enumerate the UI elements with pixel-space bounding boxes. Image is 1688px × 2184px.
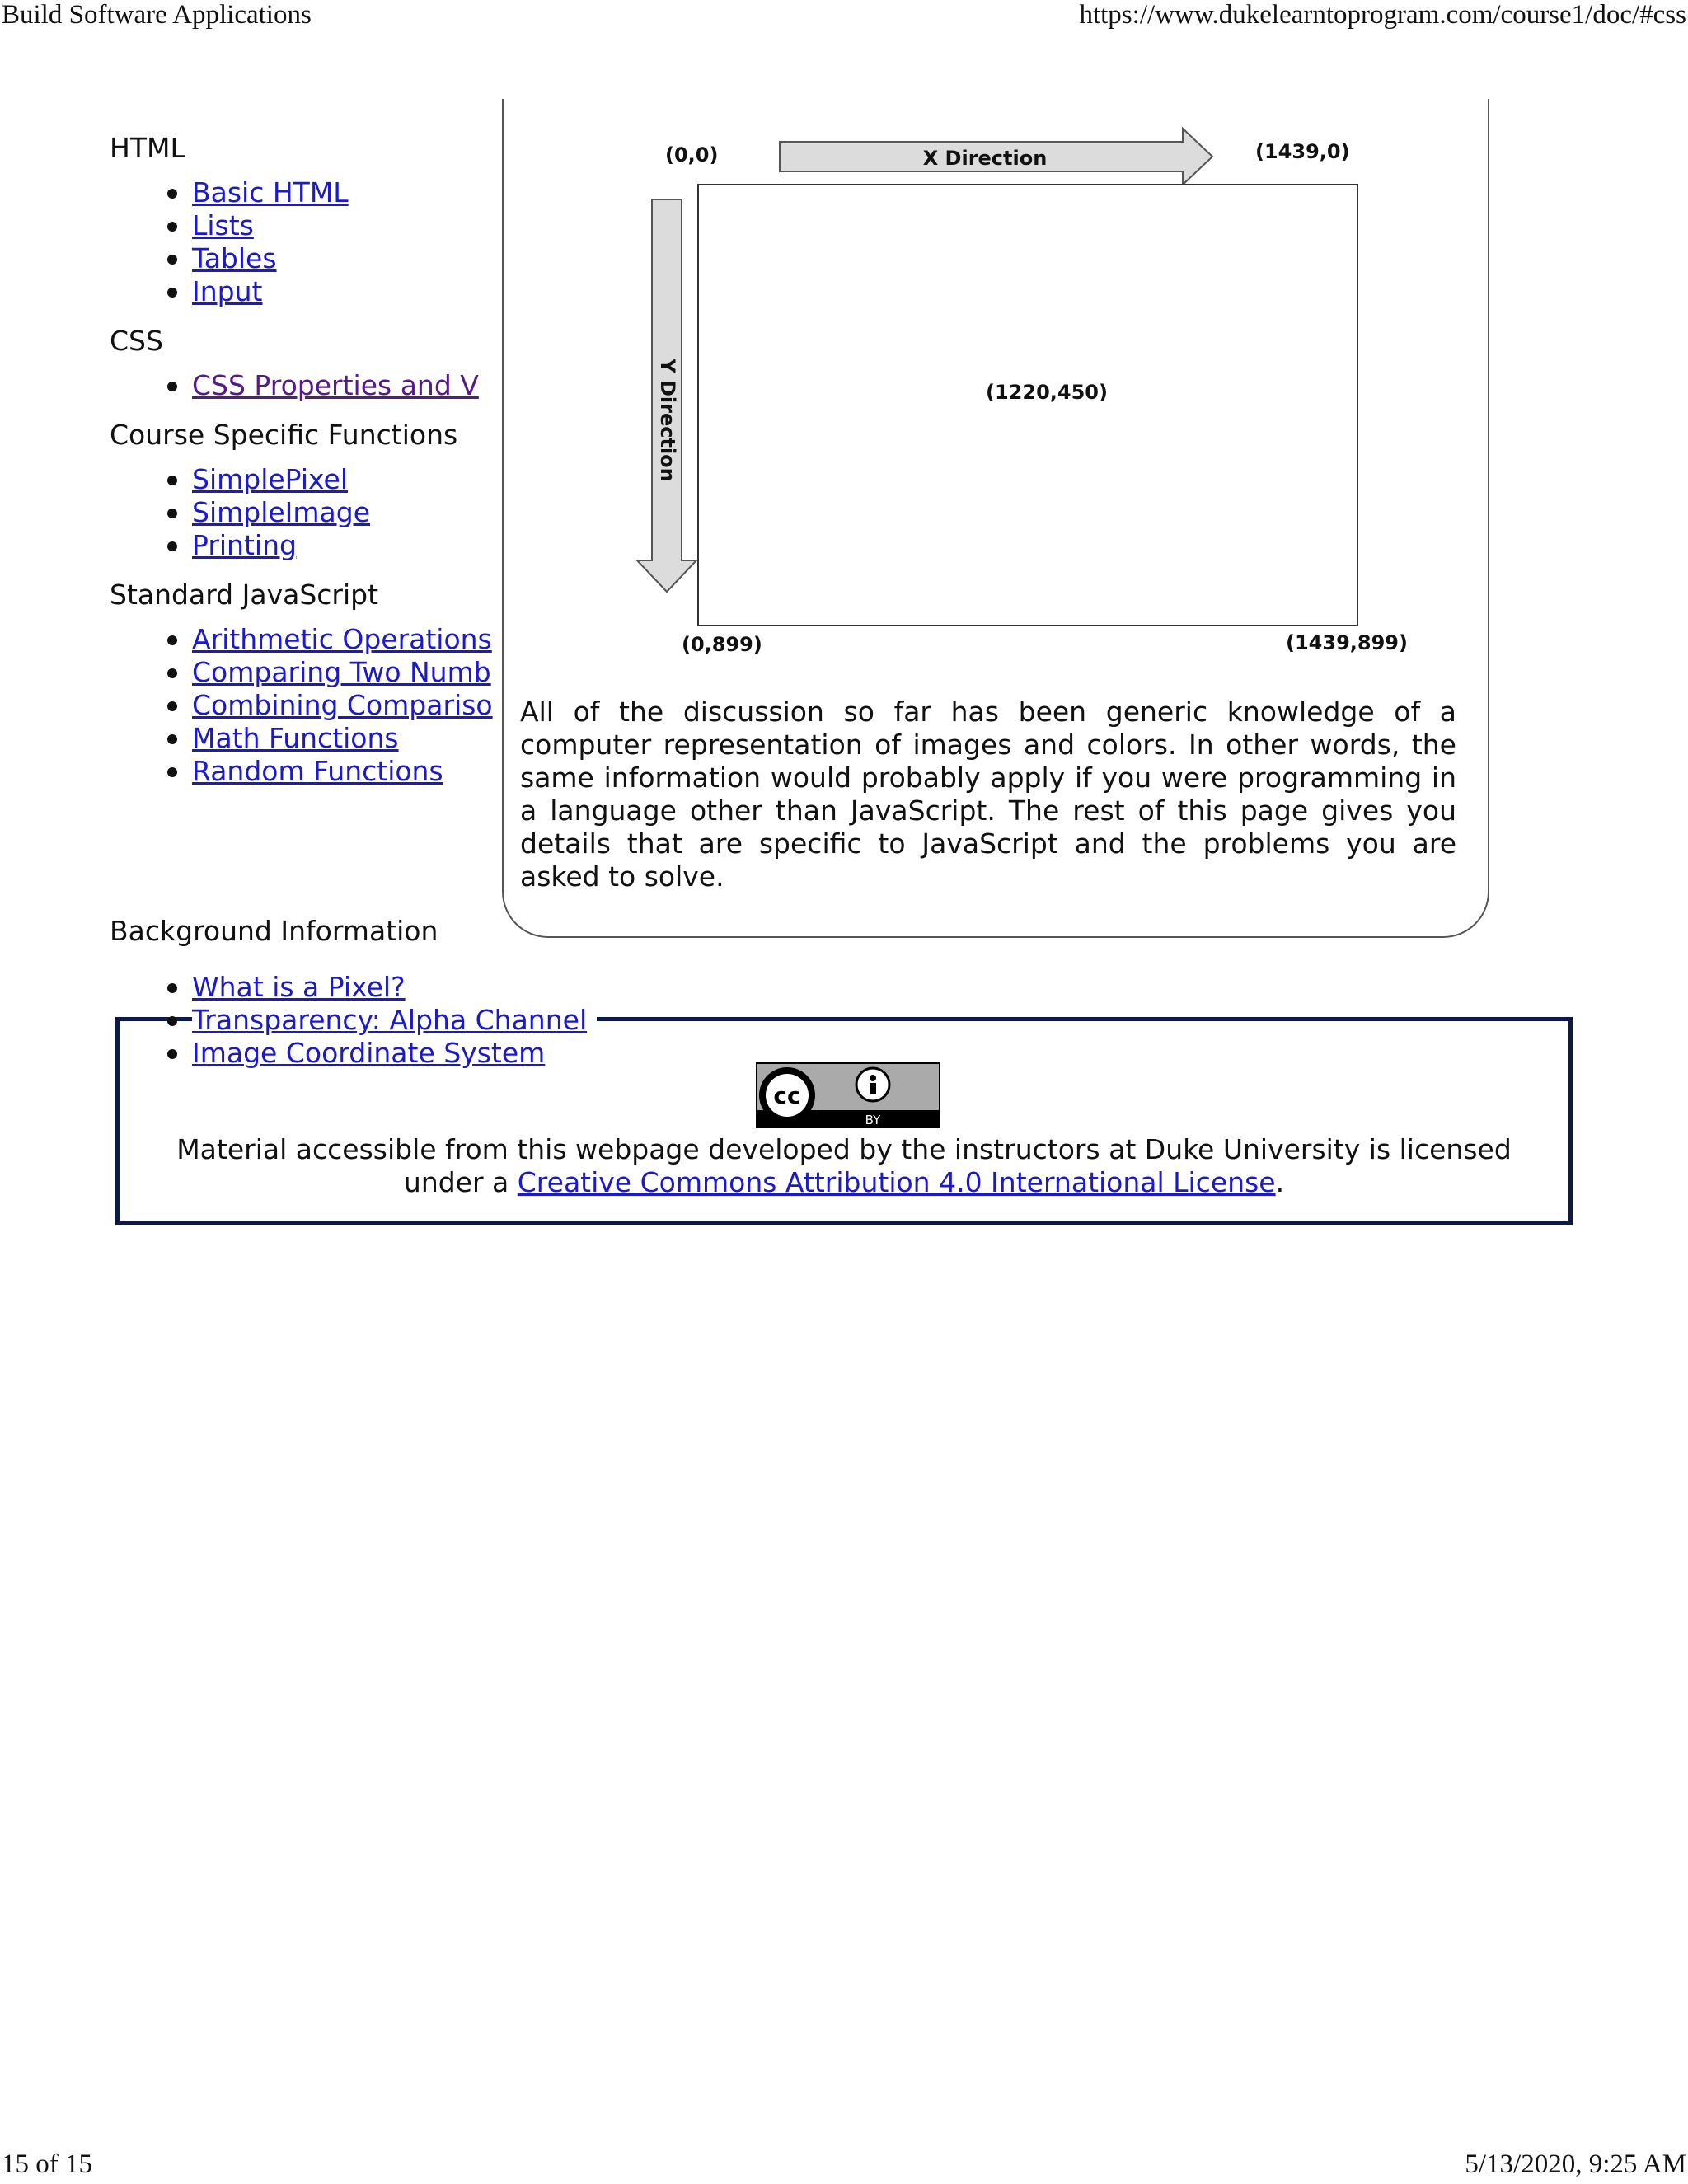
- by-person-head: [870, 1075, 876, 1081]
- coord-center: (1220,450): [986, 381, 1108, 404]
- sidebar-list-css: [110, 369, 481, 402]
- list-item: [192, 1004, 597, 1037]
- sidebar-list-course-functions: [110, 463, 481, 562]
- image-frame: [698, 185, 1357, 626]
- cc-letters: cc: [773, 1082, 801, 1109]
- sidebar-heading-html: HTML: [110, 132, 185, 164]
- coord-bottom-right: (1439,899): [1286, 631, 1408, 654]
- sidebar-heading-background: Background Information: [110, 915, 438, 947]
- sidebar-link-tables[interactable]: Tables: [192, 242, 277, 274]
- content-card: [502, 99, 1489, 938]
- print-page-title: Build Software Applications: [2, 0, 312, 30]
- sidebar-link-simplepixel[interactable]: SimplePixel: [192, 463, 349, 495]
- coord-top-left: (0,0): [665, 143, 719, 166]
- list-item: [192, 496, 481, 529]
- list-item: [192, 971, 415, 1004]
- sidebar-link-lists[interactable]: Lists: [192, 209, 254, 241]
- list-item: [192, 722, 481, 755]
- x-direction-label: X Direction: [922, 147, 1048, 170]
- license-text: [152, 1133, 1536, 1199]
- sidebar-list-background: [110, 971, 604, 1070]
- license-text-suffix: .: [1275, 1166, 1285, 1198]
- sidebar-link-css-properties[interactable]: CSS Properties and V: [192, 369, 479, 401]
- print-page-url: https://www.dukelearntoprogram.com/course1/doc/#css: [1079, 0, 1686, 30]
- license-link[interactable]: Creative Commons Attribution 4.0 International License: [517, 1166, 1276, 1198]
- print-datetime: 5/13/2020, 9:25 AM: [1465, 2149, 1686, 2179]
- coord-bottom-left: (0,899): [682, 633, 762, 656]
- coord-top-right: (1439,0): [1255, 140, 1350, 163]
- list-item: [192, 1037, 555, 1070]
- list-item: [192, 529, 481, 562]
- sidebar-link-comparing-numbers[interactable]: Comparing Two Numb: [192, 656, 491, 688]
- sidebar-heading-course-functions: Course Specific Functions: [110, 419, 458, 451]
- sidebar-link-random-functions[interactable]: Random Functions: [192, 755, 443, 787]
- list-item: [192, 623, 492, 656]
- sidebar-heading-css: CSS: [110, 325, 163, 357]
- list-item: [192, 656, 491, 689]
- sidebar-link-simpleimage[interactable]: SimpleImage: [192, 496, 371, 528]
- print-header: [0, 0, 1688, 33]
- license-text-prefix: Material accessible from this webpage developed by the instructors at Duke University is licensed under a: [176, 1133, 1512, 1198]
- list-item: [192, 755, 481, 788]
- list-item: [192, 275, 481, 308]
- sidebar-link-basic-html[interactable]: Basic HTML: [192, 176, 349, 209]
- sidebar-list-standard-js: [110, 623, 493, 788]
- sidebar-list-background-wrapper: [110, 971, 604, 1070]
- by-person-body: [870, 1083, 876, 1094]
- sidebar-link-input[interactable]: Input: [192, 275, 263, 307]
- sidebar-heading-standard-js: Standard JavaScript: [110, 579, 379, 611]
- sidebar-nav: [110, 132, 493, 804]
- list-item: [192, 463, 481, 496]
- list-item: [192, 689, 493, 722]
- sidebar-link-printing[interactable]: Printing: [192, 529, 297, 561]
- image-coordinate-diagram: [545, 107, 1408, 668]
- y-direction-label: Y Direction: [656, 359, 679, 482]
- sidebar-link-arithmetic[interactable]: Arithmetic Operations: [192, 623, 492, 655]
- cc-badge-by-text: BY: [865, 1113, 881, 1127]
- sidebar-link-combining-comparisons[interactable]: Combining Compariso: [192, 689, 493, 721]
- sidebar-link-coordinate-system[interactable]: Image Coordinate System: [192, 1037, 546, 1069]
- print-page-number: 15 of 15: [2, 2149, 92, 2179]
- cc-by-badge[interactable]: [756, 1062, 940, 1128]
- sidebar-link-transparency[interactable]: Transparency: Alpha Channel: [192, 1004, 588, 1036]
- print-footer: [0, 2149, 1688, 2182]
- sidebar-link-what-is-pixel[interactable]: What is a Pixel?: [192, 971, 406, 1003]
- list-item: [192, 242, 481, 275]
- sidebar-link-math-functions[interactable]: Math Functions: [192, 722, 399, 754]
- content-paragraph: All of the discussion so far has been generic knowledge of a computer representation of images and colors. In other words, the same information would probably apply if you were programming in a language other than JavaScript. The rest of this page gives you details that are specific to JavaScript and the problems you are asked to solve.: [520, 696, 1456, 893]
- sidebar-list-html: [110, 176, 481, 308]
- list-item: [192, 369, 481, 402]
- list-item: [192, 209, 481, 242]
- list-item: [192, 176, 481, 209]
